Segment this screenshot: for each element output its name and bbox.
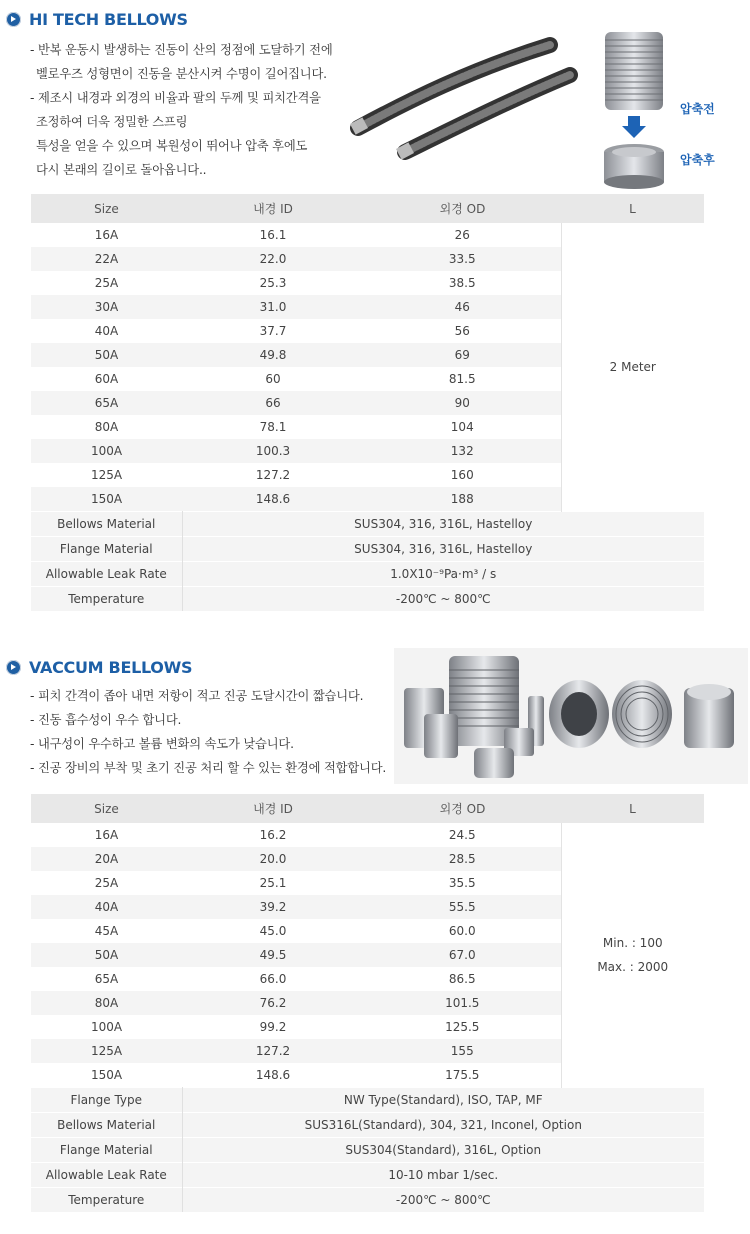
bullet-arrow-icon xyxy=(6,12,21,27)
spec-value: 10-10 mbar 1/sec. xyxy=(182,1163,704,1188)
hitech-description xyxy=(30,38,333,182)
flexible-hose-image xyxy=(350,30,580,160)
cell-od: 132 xyxy=(364,439,561,463)
cell-size: 150A xyxy=(31,1063,182,1088)
cell-id: 66.0 xyxy=(182,967,364,991)
spec-row xyxy=(31,537,704,562)
cell-id: 45.0 xyxy=(182,919,364,943)
cell-id: 78.1 xyxy=(182,415,364,439)
cell-size: 16A xyxy=(31,223,182,247)
spec-row xyxy=(31,1113,704,1138)
cell-size: 60A xyxy=(31,367,182,391)
cell-size: 80A xyxy=(31,415,182,439)
cell-id: 16.1 xyxy=(182,223,364,247)
spec-row xyxy=(31,1138,704,1163)
cell-od: 56 xyxy=(364,319,561,343)
cell-length: 2 Meter xyxy=(561,223,704,512)
after-compression-label: 압축후 xyxy=(680,153,715,167)
bellows-compression-image xyxy=(600,30,670,190)
cell-length xyxy=(561,823,704,1088)
header-length: L xyxy=(561,794,704,823)
vaccum-description xyxy=(30,684,386,780)
header-length: L xyxy=(561,194,704,223)
vacuum-bellows-image xyxy=(394,648,748,784)
cell-size: 125A xyxy=(31,1039,182,1063)
cell-size: 25A xyxy=(31,871,182,895)
desc-line: - 진공 장비의 부착 및 초기 진공 처리 할 수 있는 환경에 적합합니다. xyxy=(30,761,387,775)
spec-value: SUS304, 316, 316L, Hastelloy xyxy=(182,512,704,537)
cell-id: 148.6 xyxy=(182,487,364,512)
spec-row xyxy=(31,512,704,537)
cell-id: 49.5 xyxy=(182,943,364,967)
cell-id: 25.1 xyxy=(182,871,364,895)
cell-od: 60.0 xyxy=(364,919,561,943)
cell-id: 76.2 xyxy=(182,991,364,1015)
cell-id: 39.2 xyxy=(182,895,364,919)
cell-od: 67.0 xyxy=(364,943,561,967)
header-id: 내경 ID xyxy=(182,194,364,223)
desc-line: - 반복 운동시 발생하는 진동이 산의 정점에 도달하기 전에 xyxy=(30,43,333,57)
cell-od: 104 xyxy=(364,415,561,439)
spec-label: Allowable Leak Rate xyxy=(31,562,182,587)
cell-od: 125.5 xyxy=(364,1015,561,1039)
bullet-arrow-icon xyxy=(6,660,21,675)
cell-od: 90 xyxy=(364,391,561,415)
cell-od: 46 xyxy=(364,295,561,319)
cell-id: 127.2 xyxy=(182,463,364,487)
spec-label: Bellows Material xyxy=(31,512,182,537)
cell-od: 69 xyxy=(364,343,561,367)
cell-id: 31.0 xyxy=(182,295,364,319)
desc-line: 조정하여 더욱 정밀한 스프링 xyxy=(36,115,188,129)
cell-size: 16A xyxy=(31,823,182,847)
spec-label: Temperature xyxy=(31,587,182,612)
spec-label: Flange Type xyxy=(31,1088,182,1113)
before-compression-label: 압축전 xyxy=(680,102,715,116)
cell-od: 86.5 xyxy=(364,967,561,991)
cell-size: 65A xyxy=(31,967,182,991)
header-od: 외경 OD xyxy=(364,794,561,823)
cell-id: 127.2 xyxy=(182,1039,364,1063)
cell-id: 25.3 xyxy=(182,271,364,295)
cell-size: 20A xyxy=(31,847,182,871)
cell-id: 60 xyxy=(182,367,364,391)
cell-od: 55.5 xyxy=(364,895,561,919)
cell-od: 155 xyxy=(364,1039,561,1063)
section-title-hitech xyxy=(6,10,188,29)
cell-od: 101.5 xyxy=(364,991,561,1015)
spec-value: NW Type(Standard), ISO, TAP, MF xyxy=(182,1088,704,1113)
cell-size: 45A xyxy=(31,919,182,943)
cell-id: 66 xyxy=(182,391,364,415)
spec-label: Allowable Leak Rate xyxy=(31,1163,182,1188)
header-id: 내경 ID xyxy=(182,794,364,823)
length-min: Min. : 100 xyxy=(602,936,663,950)
table-header-row xyxy=(31,194,704,223)
cell-od: 188 xyxy=(364,487,561,512)
cell-size: 40A xyxy=(31,319,182,343)
cell-id: 20.0 xyxy=(182,847,364,871)
section-title-vaccum xyxy=(6,658,192,677)
spec-value: 1.0X10⁻⁹Pa·m³ / s xyxy=(182,562,704,587)
spec-label: Temperature xyxy=(31,1188,182,1213)
cell-size: 30A xyxy=(31,295,182,319)
desc-line: 다시 본래의 길이로 돌아옵니다.. xyxy=(36,163,207,177)
cell-size: 22A xyxy=(31,247,182,271)
cell-od: 33.5 xyxy=(364,247,561,271)
desc-line: - 제조시 내경과 외경의 비율과 팔의 두께 및 피치간격을 xyxy=(30,91,321,105)
hitech-spec-table xyxy=(31,194,704,611)
spec-row xyxy=(31,1088,704,1113)
cell-od: 175.5 xyxy=(364,1063,561,1088)
cell-id: 49.8 xyxy=(182,343,364,367)
section-title-text: HI TECH BELLOWS xyxy=(29,10,188,29)
cell-id: 16.2 xyxy=(182,823,364,847)
cell-size: 25A xyxy=(31,271,182,295)
cell-od: 24.5 xyxy=(364,823,561,847)
vaccum-spec-table xyxy=(31,794,704,1212)
cell-id: 22.0 xyxy=(182,247,364,271)
spec-row xyxy=(31,1188,704,1213)
spec-value: -200℃ ~ 800℃ xyxy=(182,1188,704,1213)
spec-row xyxy=(31,587,704,612)
header-od: 외경 OD xyxy=(364,194,561,223)
cell-od: 35.5 xyxy=(364,871,561,895)
cell-size: 100A xyxy=(31,439,182,463)
cell-size: 125A xyxy=(31,463,182,487)
cell-id: 148.6 xyxy=(182,1063,364,1088)
header-size: Size xyxy=(31,794,182,823)
cell-id: 100.3 xyxy=(182,439,364,463)
cell-id: 37.7 xyxy=(182,319,364,343)
spec-value: SUS304, 316, 316L, Hastelloy xyxy=(182,537,704,562)
spec-value: -200℃ ~ 800℃ xyxy=(182,587,704,612)
cell-od: 81.5 xyxy=(364,367,561,391)
cell-size: 150A xyxy=(31,487,182,512)
cell-size: 50A xyxy=(31,943,182,967)
cell-id: 99.2 xyxy=(182,1015,364,1039)
desc-line: 벨로우즈 성형면이 진동을 분산시켜 수명이 길어집니다. xyxy=(36,67,327,81)
header-size: Size xyxy=(31,194,182,223)
section-title-text: VACCUM BELLOWS xyxy=(29,658,193,677)
desc-line: - 진동 흡수성이 우수 합니다. xyxy=(30,713,182,727)
cell-size: 50A xyxy=(31,343,182,367)
spec-row xyxy=(31,1163,704,1188)
spec-value: SUS304(Standard), 316L, Option xyxy=(182,1138,704,1163)
table-header-row xyxy=(31,794,704,823)
length-max: Max. : 2000 xyxy=(597,960,669,974)
cell-od: 38.5 xyxy=(364,271,561,295)
spec-label: Flange Material xyxy=(31,537,182,562)
cell-size: 40A xyxy=(31,895,182,919)
cell-od: 28.5 xyxy=(364,847,561,871)
spec-label: Bellows Material xyxy=(31,1113,182,1138)
cell-od: 160 xyxy=(364,463,561,487)
desc-line: - 내구성이 우수하고 볼륨 변화의 속도가 낮습니다. xyxy=(30,737,294,751)
table-row xyxy=(31,823,704,847)
desc-line: - 피치 간격이 좁아 내면 저항이 적고 진공 도달시간이 짧습니다. xyxy=(30,689,364,703)
spec-value: SUS316L(Standard), 304, 321, Inconel, Option xyxy=(182,1113,704,1138)
cell-size: 80A xyxy=(31,991,182,1015)
cell-od: 26 xyxy=(364,223,561,247)
spec-label: Flange Material xyxy=(31,1138,182,1163)
cell-size: 65A xyxy=(31,391,182,415)
desc-line: 특성을 얻을 수 있으며 복원성이 뛰어나 압축 후에도 xyxy=(36,139,308,153)
table-row xyxy=(31,223,704,247)
cell-size: 100A xyxy=(31,1015,182,1039)
spec-row xyxy=(31,562,704,587)
